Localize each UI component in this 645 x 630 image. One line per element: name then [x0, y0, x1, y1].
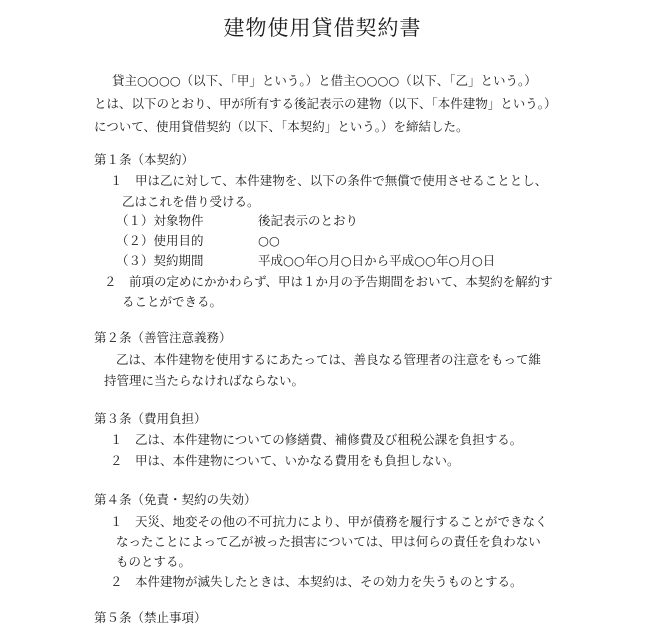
- document-title: 建物使用貸借契約書: [223, 16, 422, 40]
- article-1-para-2-line-2: ることができる。: [122, 294, 223, 309]
- preamble-line-1: 貸主○○○○（以下、「甲」という。）と借主○○○○（以下、「乙」という。）: [112, 73, 537, 88]
- article-2-heading: 第２条（善管注意義務）: [94, 330, 232, 345]
- article-4-line-1: １ 天災、地変その他の不可抗力により、甲が債務を履行することができなく: [110, 514, 548, 529]
- preamble-line-2: とは、以下のとおり、甲が所有する後記表示の建物（以下、「本件建物」という。）: [94, 96, 557, 111]
- article-1-item-3-label: （３）契約期間: [116, 253, 204, 268]
- article-1-line-1: １ 甲は乙に対して、本件建物を、以下の条件で無償で使用させることとし、: [110, 173, 548, 188]
- article-3-line-1: １ 乙は、本件建物についての修繕費、補修費及び租税公課を負担する。: [110, 432, 523, 447]
- article-1-item-2-value: ○○: [258, 233, 280, 248]
- preamble-line-3: について、使用貸借契約（以下、「本契約」という。）を締結した。: [94, 119, 469, 134]
- article-2-line-1: 乙は、本件建物を使用するにあたっては、善良なる管理者の注意をもって維: [116, 352, 542, 367]
- article-2-line-2: 持管理に当たらなければならない。: [104, 373, 305, 388]
- article-4-line-3: ものとする。: [116, 554, 192, 569]
- article-3-line-2: ２ 甲は、本件建物について、いかなる費用をも負担しない。: [110, 453, 460, 468]
- article-1-item-2-label: （２）使用目的: [116, 233, 204, 248]
- article-3-heading: 第３条（費用負担）: [94, 411, 207, 426]
- article-5-heading: 第５条（禁止事項）: [94, 610, 207, 625]
- article-4-heading: 第４条（免責・契約の失効）: [94, 492, 257, 507]
- article-4-line-2: なったことによって乙が被った損害については、甲は何らの責任を負わない: [116, 534, 541, 549]
- article-1-para-2-line-1: ２ 前項の定めにかかわらず、甲は１か月の予告期間をおいて、本契約を解約す: [104, 274, 553, 289]
- article-1-heading: 第１条（本契約）: [94, 152, 195, 167]
- article-1-item-1-label: （１）対象物件: [116, 213, 204, 228]
- article-1-item-3-value: 平成○○年○月○日から平成○○年○月○日: [258, 253, 496, 268]
- article-1-item-1-value: 後記表示のとおり: [258, 213, 359, 228]
- article-1-line-2: 乙はこれを借り受ける。: [122, 194, 260, 209]
- article-4-line-4: ２ 本件建物が滅失したときは、本契約は、その効力を失うものとする。: [110, 574, 523, 589]
